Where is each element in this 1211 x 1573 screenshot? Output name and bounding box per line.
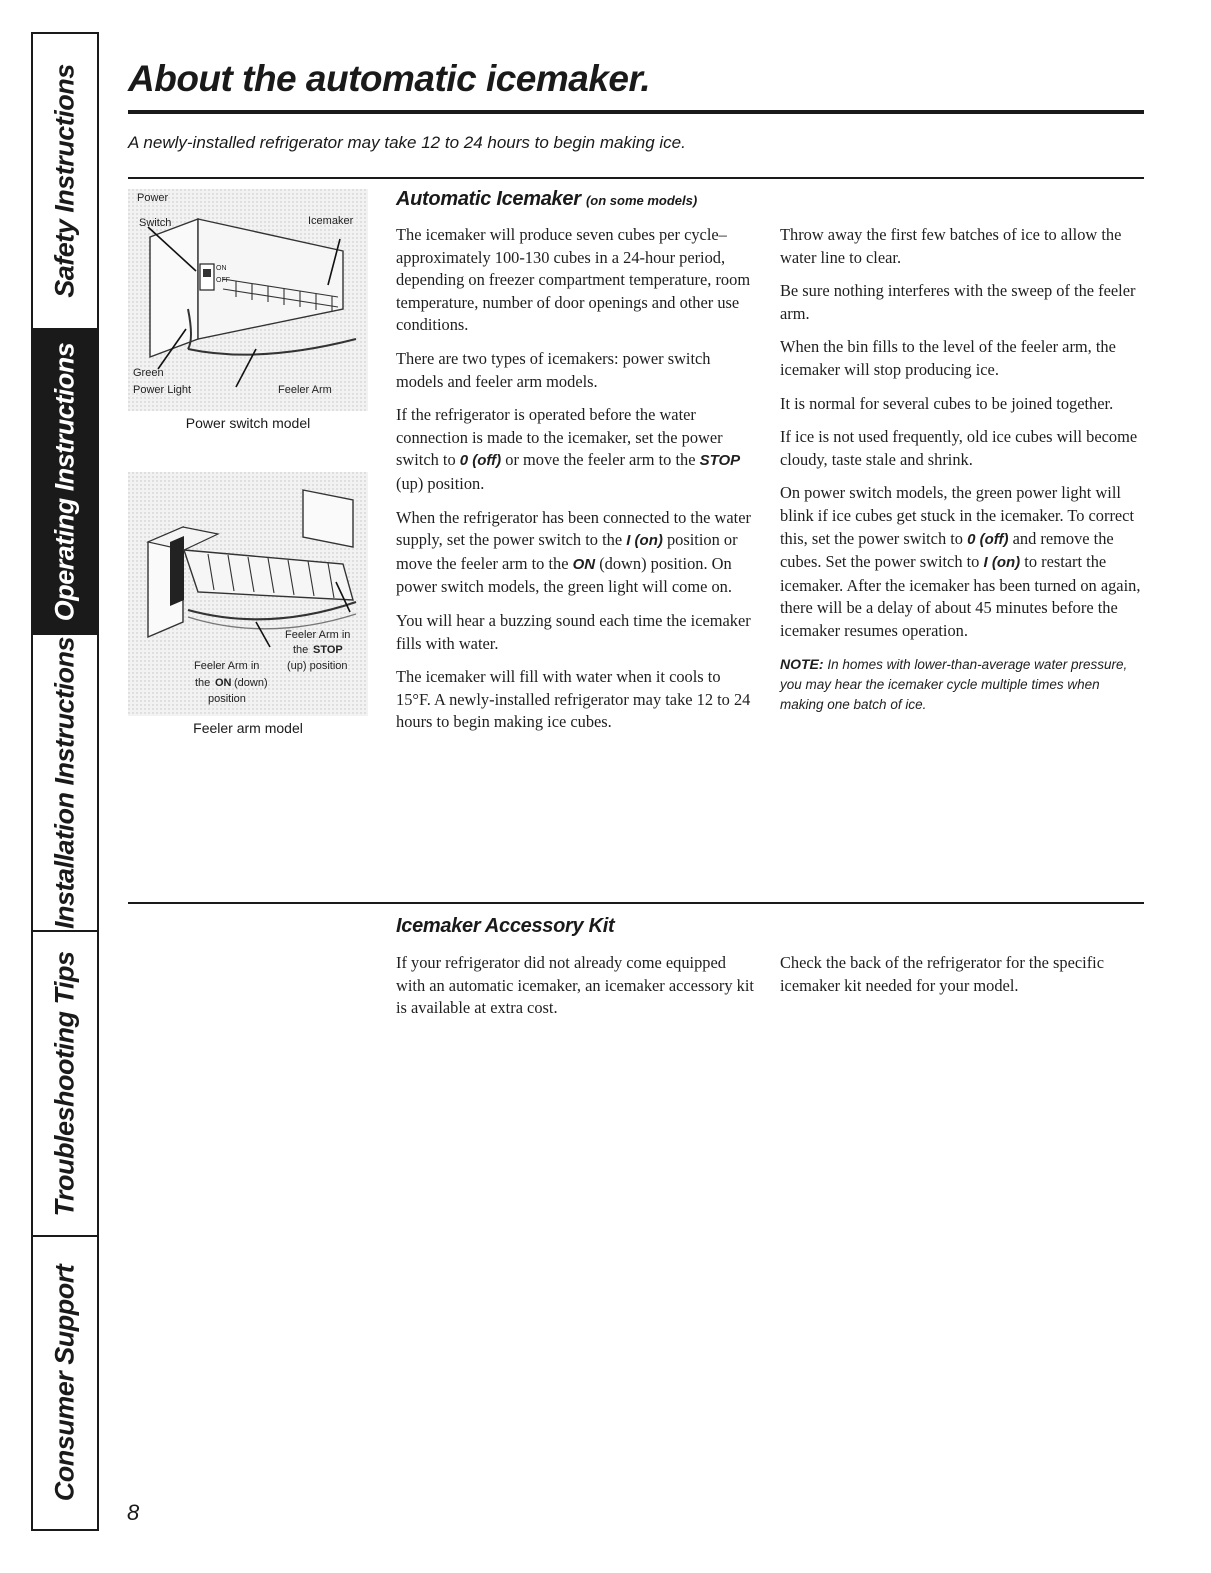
section-rule-top — [128, 177, 1144, 179]
paragraph: If your refrigerator did not already come equipped with an automatic icemaker, an icemaker accessory kit is available at extra cost. — [396, 953, 754, 1018]
section-rule-accessory — [128, 902, 1144, 904]
paragraph: The icemaker will produce seven cubes per cycle–approximately 100-130 cubes in a 24-hour period, depending on freezer compartment temperature, room temperature, number of door openings and other use conditions. — [396, 225, 751, 335]
tab-label: Operating Instructions — [49, 342, 80, 621]
heading-suffix: (on some models) — [585, 193, 698, 208]
text-run: to restart the icemaker. After the icemaker has been turned on again, there will be a delay of about 45 minutes before the icemaker resumes operation. — [780, 552, 1141, 640]
paragraph: When the bin fills to the level of the feeler arm, the icemaker will stop producing ice. — [780, 337, 1116, 379]
tab-safety-instructions[interactable] — [33, 34, 97, 330]
text-run: (up) position. — [396, 473, 485, 493]
title-rule — [128, 110, 1144, 114]
tab-installation-instructions[interactable] — [33, 635, 97, 932]
paragraph — [780, 482, 1144, 642]
power-switch-illustration — [128, 189, 368, 411]
label-on-line4: position — [208, 693, 246, 705]
paragraph: You will hear a buzzing sound each time the icemaker fills with water. — [396, 610, 751, 653]
note-label: NOTE: — [780, 655, 824, 672]
paragraph: The icemaker will fill with water when it cools to 15°F. A newly-installed refrigerator may take 12 to 24 hours to begin making ice cubes. — [396, 667, 751, 732]
emphasis-off: 0 (off) — [967, 530, 1009, 548]
text-run: or move the feeler arm to the — [505, 450, 696, 470]
accessory-column-right — [780, 952, 1144, 1008]
paragraph: Check the back of the refrigerator for the specific icemaker kit needed for your model. — [780, 953, 1105, 995]
label-stop-line3: (up) position — [287, 660, 348, 672]
tab-troubleshooting-tips[interactable] — [33, 932, 97, 1237]
tab-consumer-support[interactable] — [33, 1237, 97, 1529]
note-text: In homes with lower-than-average water pressure, you may hear the icemaker cycle multiple times when making one batch of ice. — [780, 656, 1128, 712]
tab-label: Installation Instructions — [49, 636, 80, 929]
emphasis-stop: STOP — [699, 452, 741, 470]
label-power-light: Power Light — [133, 384, 192, 396]
label-feeler-arm: Feeler Arm — [278, 384, 332, 396]
emphasis-on: I (on) — [983, 554, 1021, 572]
accessory-column-left — [396, 952, 758, 1031]
tab-operating-instructions[interactable] — [33, 330, 97, 635]
emphasis-off: 0 (off) — [459, 452, 502, 470]
label-on-line2: the — [195, 677, 211, 689]
section-heading-accessory-kit: Icemaker Accessory Kit — [396, 915, 615, 937]
label-on-word — [215, 677, 232, 689]
section-tab-strip — [31, 32, 99, 1531]
paragraph: There are two types of icemakers: power switch models and feeler arm models. — [396, 348, 711, 391]
feeler-arm-illustration — [128, 472, 368, 716]
label-icemaker: Icemaker — [308, 215, 354, 227]
page-title: About the automatic icemaker. — [128, 58, 651, 99]
emphasis-on-position: ON — [572, 555, 596, 573]
paragraph: Be sure nothing interferes with the sweep of the feeler arm. — [780, 281, 1136, 323]
emphasis-on: I (on) — [626, 532, 663, 550]
text-run: When the refrigerator has been connected to the water supply, set the power switch to the — [396, 507, 751, 550]
paragraph — [396, 507, 758, 599]
paragraph: If ice is not used frequently, old ice cubes will become cloudy, taste stale and shrink. — [780, 427, 1138, 469]
text-run: (down) position. On power switch models, the green light will come on. — [396, 553, 732, 597]
label-on-emphasis: ON — [215, 677, 232, 689]
heading-text: Automatic Icemaker — [396, 188, 581, 210]
text-run: and remove the cubes. Set the power switch to — [780, 528, 1114, 572]
text-run: On power switch models, the green power light will blink if ice cubes get stuck in the icemaker. To correct this, set the power switch to — [780, 483, 1135, 548]
figure-caption: Power switch model — [185, 415, 311, 431]
tab-label: Consumer Support — [49, 1264, 80, 1502]
tab-label: Safety Instructions — [49, 64, 80, 298]
section-heading-automatic-icemaker — [396, 188, 697, 211]
text-run: position or move the feeler arm to the — [396, 530, 738, 573]
label-stop-word — [313, 644, 343, 656]
note-paragraph — [780, 654, 1144, 715]
automatic-column-right — [780, 224, 1144, 726]
label-power: Power — [137, 192, 169, 204]
label-on-line1: Feeler Arm in — [194, 660, 260, 672]
paragraph: Throw away the first few batches of ice to allow the water line to clear. — [780, 225, 1122, 267]
intro-text: A newly-installed refrigerator may take 12 to 24 hours to begin making ice. — [128, 133, 686, 152]
page-number: 8 — [127, 1500, 140, 1525]
label-stop-line1: Feeler Arm in — [285, 629, 351, 641]
figure-power-switch-model — [128, 189, 368, 431]
text-run: If the refrigerator is operated before the water connection is made to the icemaker, set the power switch to — [396, 405, 723, 470]
label-stop-line2: the — [293, 644, 309, 656]
label-green: Green — [133, 367, 164, 379]
tab-label: Troubleshooting Tips — [49, 951, 80, 1216]
label-switch: Switch — [139, 217, 172, 229]
label-on-line3: (down) — [234, 677, 268, 689]
figure-caption: Feeler arm model — [193, 720, 303, 736]
label-switch-on: ON — [216, 265, 227, 272]
label-stop-emphasis: STOP — [313, 644, 343, 656]
paragraph — [396, 404, 758, 495]
label-switch-off: OFF — [216, 277, 230, 284]
automatic-column-left — [396, 224, 758, 745]
figure-feeler-arm-model — [128, 472, 368, 736]
paragraph: It is normal for several cubes to be joined together. — [780, 393, 1114, 413]
